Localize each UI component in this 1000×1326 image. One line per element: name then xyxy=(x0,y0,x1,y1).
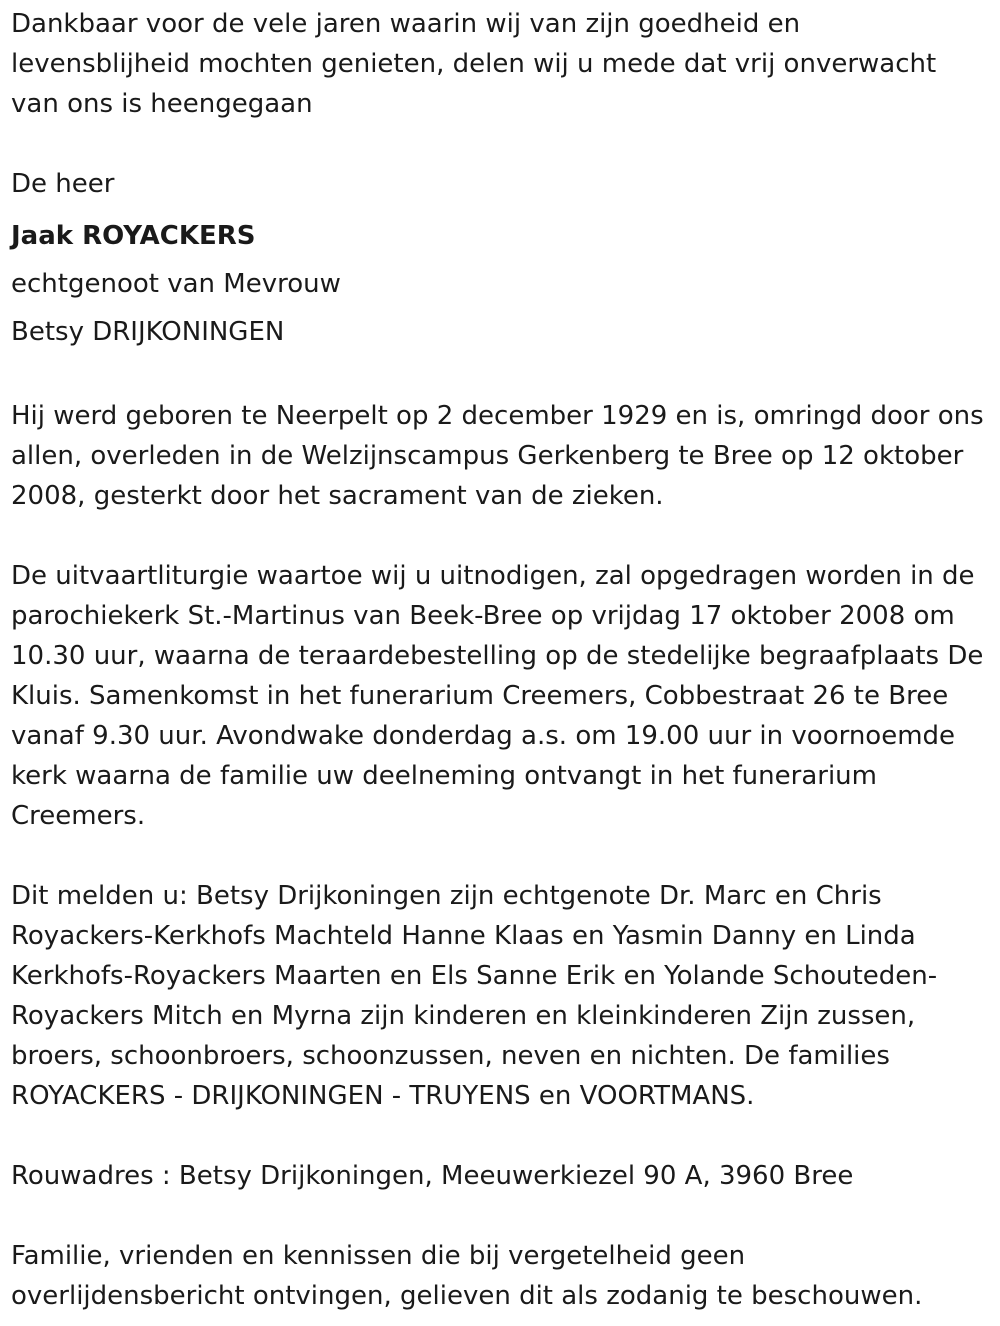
spacer xyxy=(11,836,986,876)
mourning-address: Rouwadres : Betsy Drijkoningen, Meeuwerkiezel 90 A, 3960 Bree xyxy=(11,1161,854,1191)
funeral-paragraph: De uitvaartliturgie waartoe wij u uitnodigen, zal opgedragen worden in de parochiekerk St.-Martinus van Beek-Bree op vrijdag 17 oktober 2008 om 10.30 uur, waarna de teraardebestelling op de stedelijke begraafplaats De Kluis. Samenkomst in het funerarium Creemers, Cobbestraat 26 te Bree vanaf 9.30 uur. Avondwake donderdag a.s. om 19.00 uur in voornoemde kerk waarna de familie uw deelneming ontvangt in het funerarium Creemers. xyxy=(11,561,984,831)
family-paragraph: Dit melden u: Betsy Drijkoningen zijn echtgenote Dr. Marc en Chris Royackers-Kerkhofs Machteld Hanne Klaas en Yasmin Danny en Linda Kerkhofs-Royackers Maarten en Els Sanne Erik en Yolande Schouteden-Royackers Mitch en Myrna zijn kinderen en kleinkinderen Zijn zussen, broers, schoonbroers, schoonzussen, neven en nichten. De families ROYACKERS - DRIJKONINGEN - TRUYENS en VOORTMANS. xyxy=(11,881,938,1111)
spacer xyxy=(11,1116,986,1156)
spouse-name: Betsy DRIJKONINGEN xyxy=(11,317,285,347)
spouse-relation: echtgenoot van Mevrouw xyxy=(11,269,341,299)
intro-paragraph: Dankbaar voor de vele jaren waarin wij van zijn goedheid en levensblijheid mochten genieten, delen wij u mede dat vrij onverwacht van ons is heengegaan xyxy=(11,9,937,119)
deceased-name: Jaak ROYACKERS xyxy=(11,221,256,251)
birth-death-paragraph: Hij werd geboren te Neerpelt op 2 december 1929 en is, omringd door ons allen, overleden in de Welzijnscampus Gerkenberg te Bree op 12 oktober 2008, gesterkt door het sacrament van de zieken. xyxy=(11,401,984,511)
spacer xyxy=(11,516,986,556)
obituary-document xyxy=(11,4,986,1316)
salutation: De heer xyxy=(11,169,115,199)
closing-paragraph: Familie, vrienden en kennissen die bij vergetelheid geen overlijdensbericht ontvingen, gelieven dit als zodanig te beschouwen. xyxy=(11,1241,923,1311)
spacer xyxy=(11,356,986,396)
spacer xyxy=(11,124,986,164)
spacer xyxy=(11,1196,986,1236)
